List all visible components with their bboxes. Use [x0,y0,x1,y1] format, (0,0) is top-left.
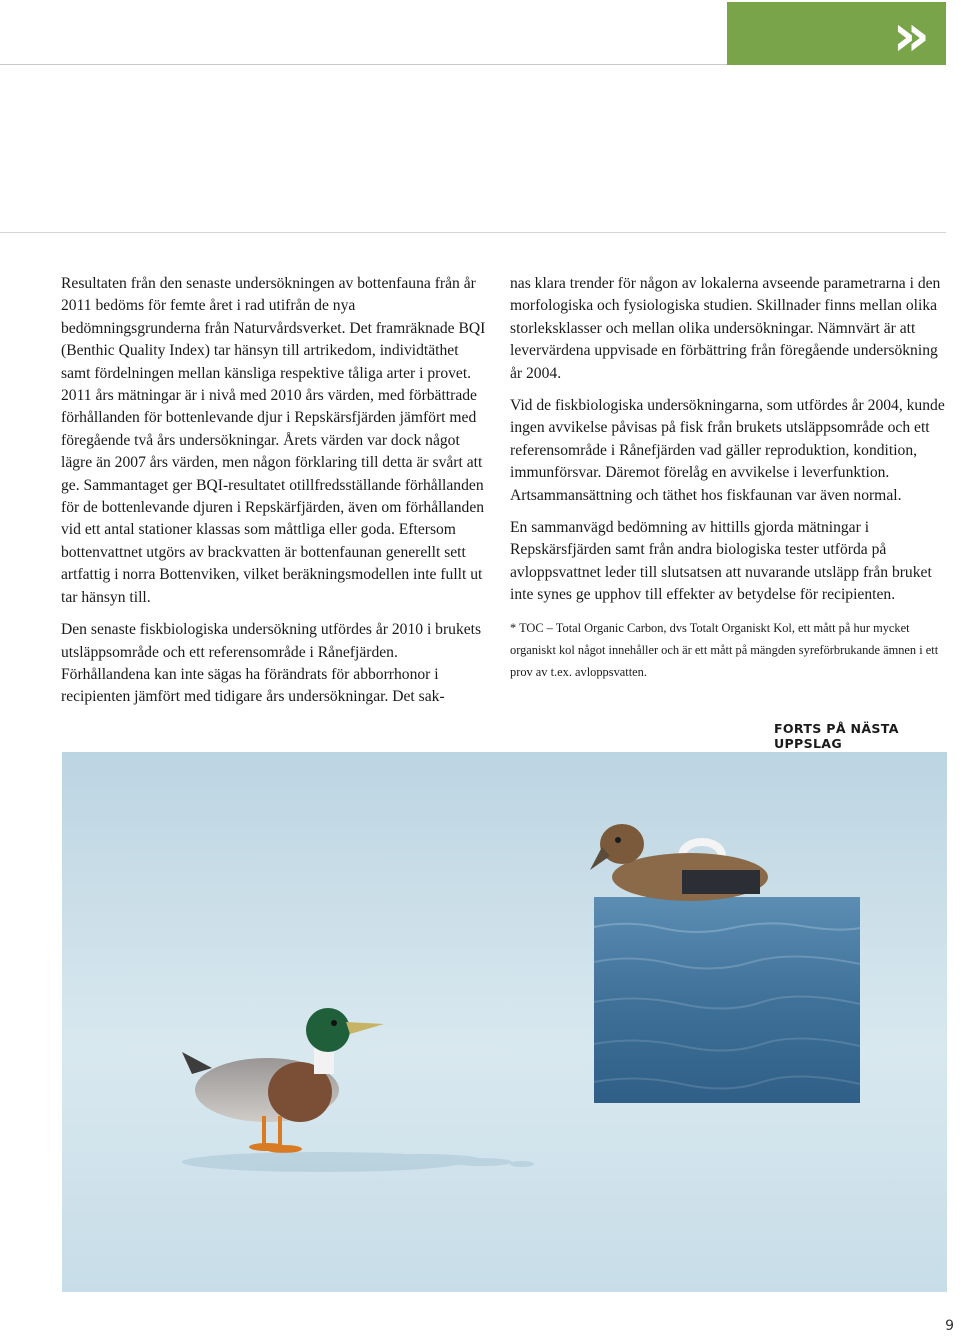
paragraph-bottenfauna: Resultaten från den senaste undersökningen av bottenfauna från år 2011 bedöms för femte året i rad utifrån de nya bedömningsgrunderna från Naturvårdsverket. Det framräknade BQI (Benthic Quality Index) tar hänsyn till artrikedom, individtäthet samt fördelningen mellan känsliga respektive tåliga arter i provet. 2011 års mätningar är i nivå med 2010 års värden, med förbättrade förhållanden för bottenlevande djur i Repskärsfjärden jämfört med föregående två års undersökningar. Årets värden var dock något lägre än 2007 års värden, men någon förklaring till detta är svårt att ge. Sammantaget ger BQI-resultatet otillfredsställande förhållanden för de bottenlevande djuren i Repskärfjärden, även om förhållanden vid ett antal stationer klassas som måttliga eller goda. Eftersom bottenvattnet utgörs av brackvatten är bottenfaunan generellt sett artfattig i norra Bottenviken, vilket beräkningsmodellen inte fullt ut tar hänsyn till. [61,275,486,606]
paragraph-sammanvagd-bedomning: En sammanvägd bedömning av hittills gjorda mätningar i Repskärsfjärden samt från andra biologiska tester utförda på avloppsvattnet leder till slutsatsen att nuvarande utsläpp från bruket inte synes ge upphov till effekter av betydelse för recipienten. [510,519,932,604]
paragraph-undersokning-2004: Vid de fiskbiologiska undersökningarna, som utfördes år 2004, kunde ingen avvikelse påvisas på fisk från brukets utsläppsområde och ett referensområde i Rånefjärden vad gäller reproduktion, kondition, immunförsvar. Däremot förelåg en avvikelse i leverfunktion. Artsammansättning och täthet hos fiskfaunan var även normal. [510,397,945,504]
left-text-column [61,273,489,719]
toc-footnote: * TOC – Total Organic Carbon, dvs Totalt Organiskt Kol, ett mått på hur mycket organiskt kol något innehåller och är ett mått på mängden syreförbrukande ämnen i ett prov av t.ex. avloppsvatten. [510,620,939,679]
double-chevron-icon: » [892,1,930,69]
section-divider [0,232,946,233]
paragraph-trender: nas klara trender för någon av lokalerna avseende parametrarna i den morfologiska och fysiologiska studien. Skillnader finns mellan olika storleksklasser och mellan olika undersökningar. Nämnvärt är att levervärdena uppvisade en förbättring från föregående undersökning år 2004. [510,275,941,382]
right-text-column [510,273,946,693]
page-number: 9 [945,1318,954,1334]
continue-next-spread-label: FORTS PÅ NÄSTA UPPSLAG [774,721,899,751]
paragraph-fiskbiologi: Den senaste fiskbiologiska undersökning utfördes år 2010 i brukets utsläppsområde och ett referensområde i Rånefjärden. Förhållandena kan inte sägas ha förändrats för abborrhonor i recipienten jämfört med tidigare års undersökningar. Det sak- [61,621,482,706]
duck-water-bag-photo [62,752,947,1292]
section-tab [727,1,946,69]
